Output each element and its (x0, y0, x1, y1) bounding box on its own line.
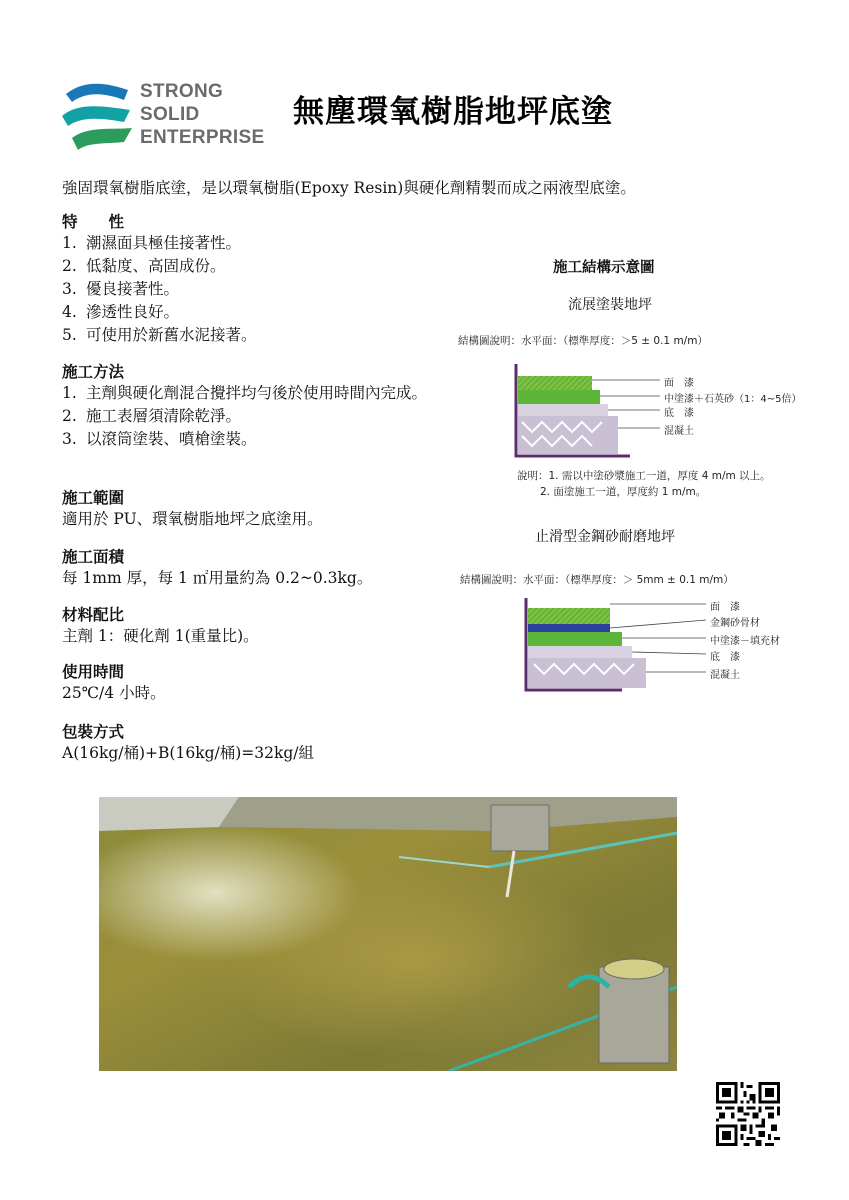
scope-section (62, 486, 442, 531)
metal-bucket (491, 805, 549, 851)
diagram-1-subtitle: 流展塗裝地坪 (568, 297, 652, 313)
logo-wave-top (66, 84, 128, 102)
layer-midcoat (518, 390, 600, 404)
method-list (62, 382, 442, 451)
intro-paragraph: 強固環氧樹脂底塗，是以環氧樹脂(Epoxy Resin)與硬化劑精製而成之兩液型底塗。 (62, 179, 636, 197)
leader-line (632, 652, 706, 654)
list-item: 3. 以滾筒塗裝、噴槍塗裝。 (62, 430, 257, 448)
area-section (62, 545, 442, 590)
features-heading: 特 性 (62, 212, 125, 231)
pot-life-heading: 使用時間 (62, 662, 125, 681)
paint-can-lid (604, 959, 664, 979)
diagram-1-label: 混凝土 (664, 426, 694, 437)
diagram-2-label: 底 漆 (710, 652, 740, 663)
diagram-2-label: 金鋼砂骨材 (710, 618, 760, 629)
diagram-2-label: 混凝土 (710, 670, 740, 681)
diagram-1-label: 中塗漆＋石英砂（1：4~5倍） (664, 394, 802, 405)
brand-line-2: SOLID (140, 104, 200, 125)
logo-wave-mid (62, 106, 130, 126)
brand-name (140, 80, 264, 149)
area-text: 每 1mm 厚，每 1 ㎡用量約為 0.2~0.3kg。 (62, 569, 373, 587)
layer-primer (518, 404, 608, 416)
qr-code (716, 1082, 780, 1146)
ratio-heading: 材料配比 (62, 605, 125, 624)
layer-topcoat (518, 376, 592, 390)
layer-emery (528, 624, 610, 632)
diagram-2-label: 中塗漆－填充材 (710, 636, 780, 647)
ratio-text: 主劑 1：硬化劑 1(重量比)。 (62, 627, 259, 645)
floor-glare (99, 797, 677, 1071)
diagram-1-label: 底 漆 (664, 408, 694, 419)
list-item: 1. 潮濕面具極佳接著性。 (62, 234, 242, 252)
method-section (62, 360, 442, 451)
layer-midcoat (528, 632, 622, 646)
list-item: 2. 施工表層須清除乾淨。 (62, 407, 242, 425)
layer-concrete (518, 416, 618, 454)
scope-text: 適用於 PU、環氧樹脂地坪之底塗用。 (62, 510, 323, 528)
ratio-section (62, 603, 442, 648)
list-item: 1. 主劑與硬化劑混合攪拌均勻後於使用時間內完成。 (62, 384, 428, 402)
layer-primer (528, 646, 632, 658)
diagram-1-note: 說明：1. 需以中塗砂漿施工一道，厚度 4 m/m 以上。 (517, 470, 771, 482)
layer-topcoat (528, 608, 610, 624)
diagram-1-label: 面 漆 (664, 378, 694, 389)
diagram-1-note: 2. 面塗施工一道，厚度約 1 m/m。 (540, 486, 707, 498)
diagram-1-spec: 結構圖說明：水平面：（標準厚度：＞5 ± 0.1 m/m） (458, 335, 708, 347)
paint-can (599, 967, 669, 1063)
diagram-1-layers (510, 362, 800, 462)
logo-wave-bot (72, 128, 132, 150)
diagram-2-spec: 結構圖說明：水平面：（標準厚度：＞ 5mm ± 0.1 m/m） (460, 574, 734, 586)
scope-heading: 施工範圍 (62, 488, 125, 507)
features-list (62, 232, 442, 347)
list-item: 5. 可使用於新舊水泥接著。 (62, 326, 257, 344)
diagram-2-label: 面 漆 (710, 602, 740, 613)
brand-line-1: STRONG (140, 81, 224, 102)
list-item: 4. 滲透性良好。 (62, 303, 180, 321)
diagram-heading: 施工結構示意圖 (553, 259, 655, 276)
pot-life-text: 25℃/4 小時。 (62, 684, 166, 702)
leader-line (610, 620, 706, 628)
company-logo (58, 76, 138, 156)
diagram-2-subtitle: 止滑型金鋼砂耐磨地坪 (535, 529, 675, 545)
wall-top-left (99, 797, 239, 831)
document-title: 無塵環氧樹脂地坪底塗 (293, 94, 613, 130)
floor-photo (99, 797, 677, 1071)
area-heading: 施工面積 (62, 547, 125, 566)
pot-life-section (62, 660, 442, 705)
list-item: 3. 優良接著性。 (62, 280, 180, 298)
packaging-section (62, 720, 442, 765)
brand-line-3: ENTERPRISE (140, 127, 265, 148)
packaging-heading: 包裝方式 (62, 722, 125, 741)
list-item: 2. 低黏度、高固成份。 (62, 257, 226, 275)
packaging-text: A(16kg/桶)+B(16kg/桶)=32kg/組 (62, 744, 315, 762)
method-heading: 施工方法 (62, 362, 125, 381)
features-section (62, 210, 442, 347)
